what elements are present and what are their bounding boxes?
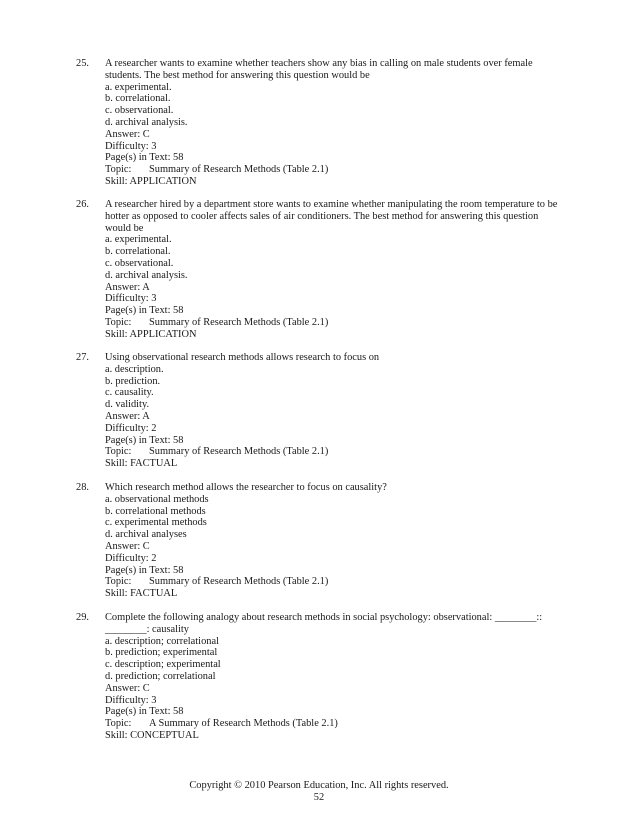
skill: Skill: APPLICATION (105, 175, 197, 187)
question-body (105, 352, 545, 470)
difficulty: Difficulty: 3 (105, 694, 157, 706)
question-body (105, 612, 545, 742)
option-a: a. description; correlational (105, 635, 219, 647)
option-b: b. correlational methods (105, 505, 206, 517)
option-b: b. prediction; experimental (105, 647, 218, 659)
option-d: d. archival analyses (105, 529, 187, 541)
question-stem-line: A researcher wants to examine whether teachers show any bias in calling on male students over female (105, 58, 533, 69)
topic-label: Topic: (105, 446, 132, 458)
pages-in-text: Page(s) in Text: 58 (105, 434, 184, 446)
option-c: c. description; experimental (105, 659, 221, 671)
pages-in-text: Page(s) in Text: 58 (105, 706, 184, 718)
answer: Answer: C (105, 682, 150, 694)
answer: Answer: A (105, 410, 150, 422)
topic-label: Topic: (105, 576, 132, 588)
question-number: 25. (76, 58, 89, 69)
topic-label: Topic: (105, 164, 132, 176)
topic (105, 576, 545, 588)
question-number: 29. (76, 612, 89, 623)
topic-value: Summary of Research Methods (Table 2.1) (149, 446, 329, 458)
question-body (105, 199, 558, 341)
copyright-notice: Copyright © 2010 Pearson Education, Inc. All rights reserved. (189, 780, 449, 791)
topic (105, 718, 545, 730)
difficulty: Difficulty: 3 (105, 140, 157, 152)
topic-value: Summary of Research Methods (Table 2.1) (149, 316, 329, 328)
topic-value: Summary of Research Methods (Table 2.1) (149, 576, 329, 588)
question-stem-line: students. The best method for answering this question would be (105, 69, 370, 81)
question-stem-line: Complete the following analogy about research methods in social psychology: observational: ________:: (105, 612, 543, 623)
option-a: a. experimental. (105, 81, 172, 93)
question-stem-line: hotter as opposed to cooler affects sales of air conditioners. The best method for answering this question (105, 210, 539, 222)
question-body (105, 58, 545, 188)
skill: Skill: APPLICATION (105, 328, 197, 340)
difficulty: Difficulty: 2 (105, 552, 157, 564)
difficulty: Difficulty: 3 (105, 293, 157, 305)
option-d: d. prediction; correlational (105, 670, 216, 682)
option-d: d. archival analysis. (105, 269, 188, 281)
option-a: a. experimental. (105, 234, 172, 246)
option-b: b. correlational. (105, 93, 171, 105)
pages-in-text: Page(s) in Text: 58 (105, 152, 184, 164)
question-stem-line: Using observational research methods allows research to focus on (105, 352, 380, 363)
skill: Skill: CONCEPTUAL (105, 729, 199, 741)
answer: Answer: A (105, 281, 150, 293)
question-stem-line: A researcher hired by a department store wants to examine whether manipulating the room temperature to be (105, 199, 558, 210)
skill: Skill: FACTUAL (105, 588, 178, 600)
question-body (105, 482, 545, 600)
difficulty: Difficulty: 2 (105, 422, 157, 434)
topic-value: A Summary of Research Methods (Table 2.1) (149, 718, 338, 730)
question-number: 26. (76, 199, 89, 210)
option-c: c. observational. (105, 257, 174, 269)
topic-label: Topic: (105, 316, 132, 328)
question-number: 28. (76, 482, 89, 493)
page-footer (0, 780, 638, 804)
option-d: d. archival analysis. (105, 116, 188, 128)
option-b: b. correlational. (105, 246, 171, 258)
topic (105, 317, 545, 329)
topic (105, 164, 545, 176)
topic-value: Summary of Research Methods (Table 2.1) (149, 164, 329, 176)
question-stem-line: ________: causality (105, 623, 189, 635)
option-a: a. observational methods (105, 493, 209, 505)
option-c: c. observational. (105, 105, 174, 117)
topic (105, 446, 545, 458)
pages-in-text: Page(s) in Text: 58 (105, 305, 184, 317)
question-stem-line: Which research method allows the researcher to focus on causality? (105, 482, 387, 493)
option-a: a. description. (105, 363, 164, 375)
option-c: c. experimental methods (105, 517, 207, 529)
answer: Answer: C (105, 540, 150, 552)
option-d: d. validity. (105, 399, 150, 411)
question-stem-line: would be (105, 222, 144, 234)
question-number: 27. (76, 352, 89, 363)
topic-label: Topic: (105, 718, 132, 730)
option-c: c. causality. (105, 387, 154, 399)
page-number: 52 (313, 791, 325, 803)
option-b: b. prediction. (105, 375, 161, 387)
pages-in-text: Page(s) in Text: 58 (105, 564, 184, 576)
answer: Answer: C (105, 128, 150, 140)
skill: Skill: FACTUAL (105, 458, 178, 470)
